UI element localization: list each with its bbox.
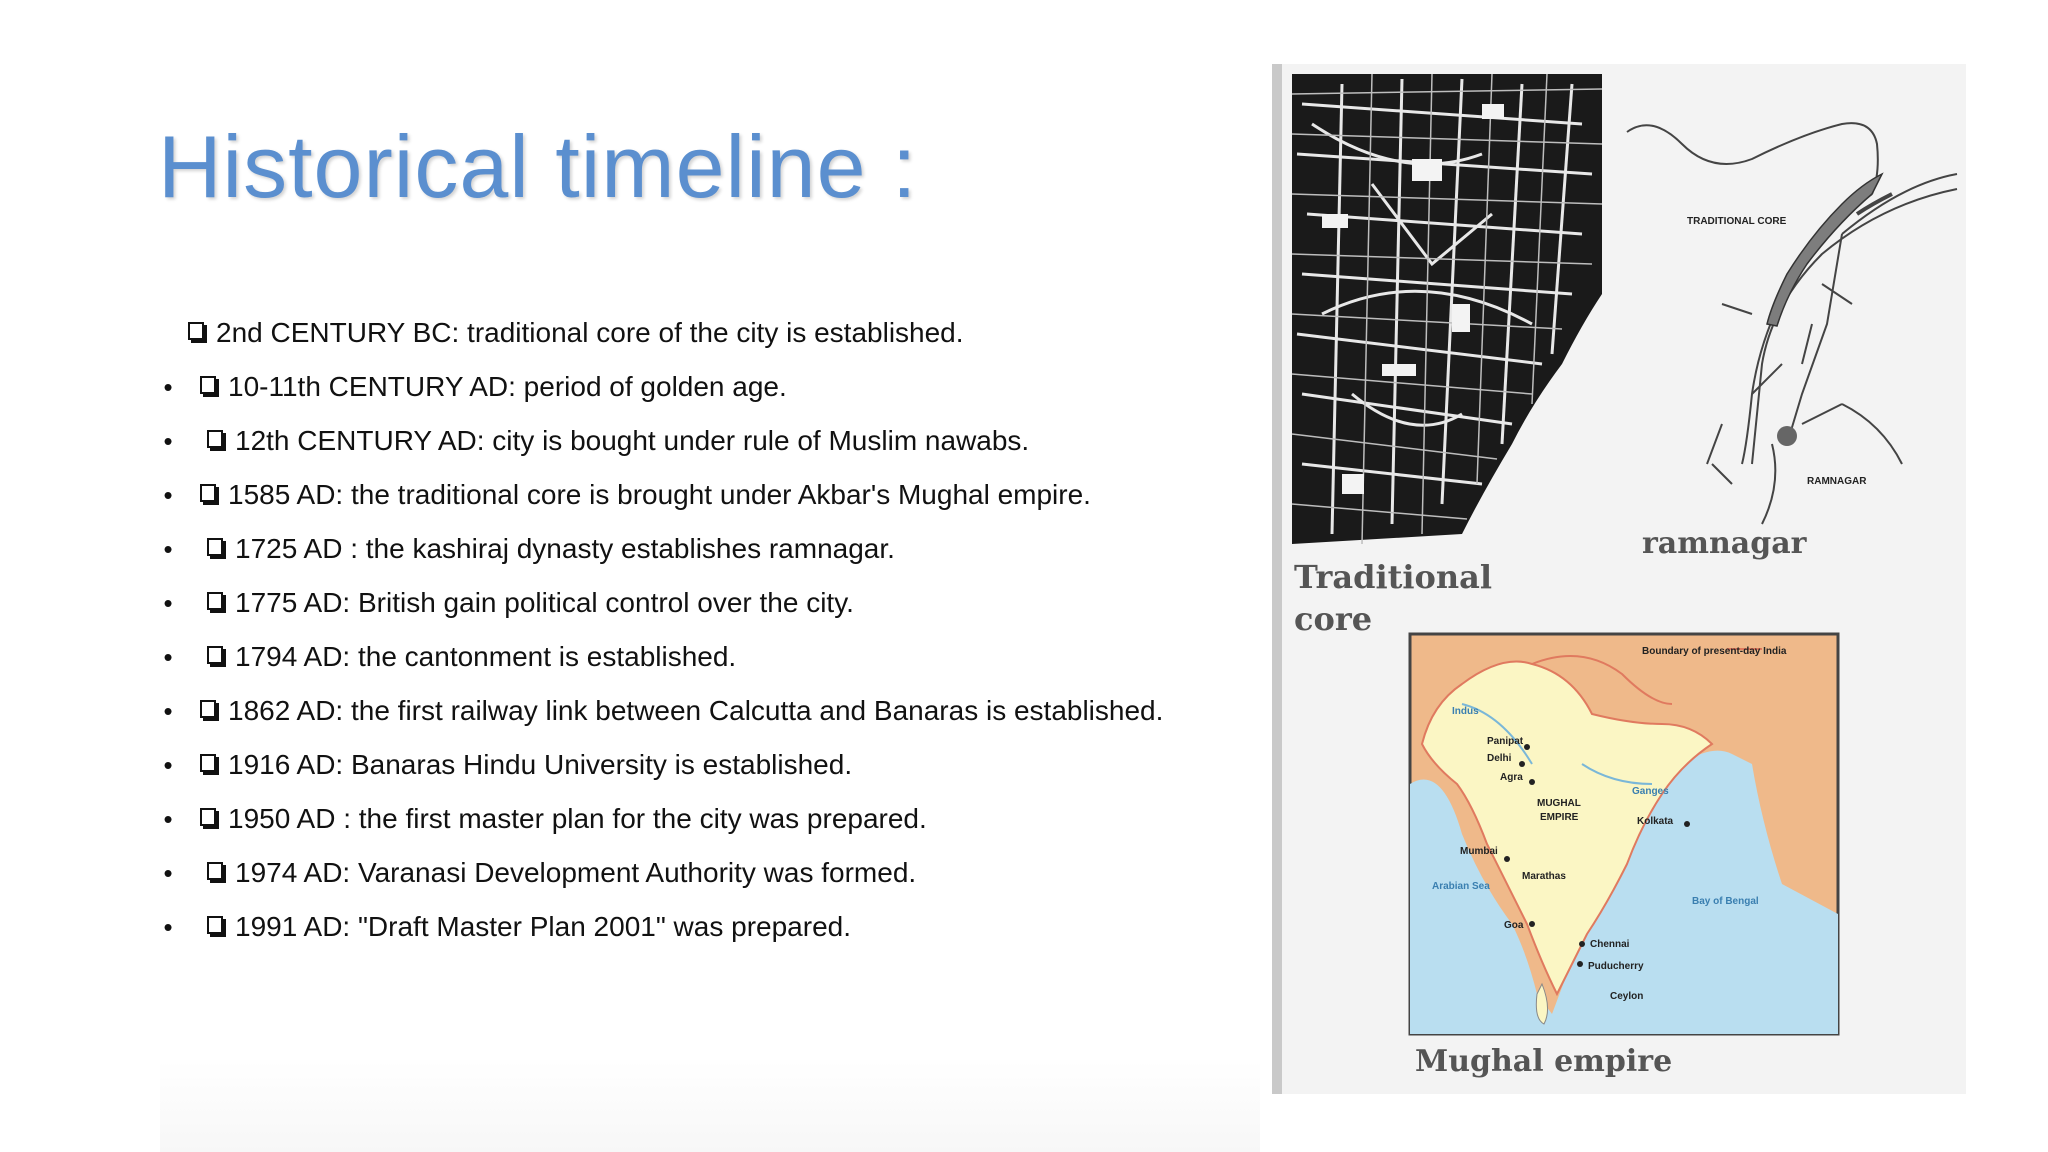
- ramnagar-dot: [1777, 426, 1797, 446]
- bullet-dot: •: [163, 534, 173, 564]
- checkbox-bullet-icon: [207, 592, 223, 610]
- timeline-item: [150, 738, 1230, 792]
- timeline-text: 1916 AD: Banaras Hindu University is established.: [228, 749, 853, 780]
- bay-of-bengal-label: Bay of Bengal: [1692, 896, 1759, 907]
- timeline-text: 1794 AD: the cantonment is established.: [235, 641, 737, 672]
- goa-label: Goa: [1504, 920, 1524, 931]
- bullet-dot: •: [163, 804, 173, 834]
- bullet-dot: •: [163, 858, 173, 888]
- ceylon-label: Ceylon: [1610, 991, 1644, 1002]
- mughal-map: [1410, 634, 1838, 1034]
- bullet-dot: •: [163, 912, 173, 942]
- mughal-label-1: MUGHAL: [1537, 798, 1581, 809]
- timeline-item: [150, 306, 1230, 360]
- timeline-item: [150, 684, 1230, 738]
- timeline-item: [150, 360, 1230, 414]
- caption-traditional-line1: Traditional: [1294, 558, 1493, 596]
- checkbox-bullet-icon: [200, 376, 216, 394]
- timeline-text: 10-11th CENTURY AD: period of golden age.: [228, 371, 787, 402]
- figure-panel: [1272, 64, 1966, 1094]
- timeline-item: [150, 414, 1230, 468]
- bullet-dot: •: [163, 642, 173, 672]
- timeline-item: [150, 792, 1230, 846]
- checkbox-bullet-icon: [200, 484, 216, 502]
- agra-label: Agra: [1500, 772, 1523, 783]
- ganges-label: Ganges: [1632, 786, 1669, 797]
- legend-label: Boundary of present-day India: [1642, 646, 1787, 657]
- timeline-text: 1974 AD: Varanasi Development Authority was formed.: [235, 857, 917, 888]
- timeline-text: 1991 AD: "Draft Master Plan 2001" was prepared.: [235, 911, 851, 942]
- timeline-text: 1725 AD : the kashiraj dynasty establishes ramnagar.: [235, 533, 895, 564]
- bullet-dot: •: [163, 588, 173, 618]
- timeline-text: 1775 AD: British gain political control over the city.: [235, 587, 854, 618]
- timeline-item: [150, 846, 1230, 900]
- checkbox-bullet-icon: [200, 700, 216, 718]
- mumbai-label: Mumbai: [1460, 846, 1498, 857]
- bullet-dot: •: [163, 372, 173, 402]
- marathas-label: Marathas: [1522, 871, 1566, 882]
- mughal-label-2: EMPIRE: [1540, 812, 1579, 823]
- timeline-item: [150, 468, 1230, 522]
- checkbox-bullet-icon: [200, 754, 216, 772]
- trad-core-small-label: TRADITIONAL CORE: [1687, 216, 1787, 227]
- timeline-item: [150, 522, 1230, 576]
- chennai-label: Chennai: [1590, 939, 1630, 950]
- puducherry-label: Puducherry: [1588, 961, 1644, 972]
- panipat-label: Panipat: [1487, 736, 1524, 747]
- delhi-label: Delhi: [1487, 753, 1512, 764]
- timeline-item: [150, 630, 1230, 684]
- checkbox-bullet-icon: [207, 862, 223, 880]
- ramnagar-core-band: [1767, 174, 1882, 326]
- checkbox-bullet-icon: [207, 646, 223, 664]
- timeline-item: [150, 900, 1230, 954]
- checkbox-bullet-icon: [207, 916, 223, 934]
- timeline-text: 1585 AD: the traditional core is brought under Akbar's Mughal empire.: [228, 479, 1091, 510]
- checkbox-bullet-icon: [207, 430, 223, 448]
- checkbox-bullet-icon: [188, 322, 204, 340]
- timeline-item: [150, 576, 1230, 630]
- caption-ramnagar: ramnagar: [1642, 526, 1807, 561]
- caption-mughal-empire: Mughal empire: [1415, 1044, 1673, 1079]
- bullet-dot: •: [163, 426, 173, 456]
- bottom-shade: [160, 1060, 1260, 1152]
- slide-title: Historical timeline :: [158, 117, 918, 216]
- timeline-text: 1862 AD: the first railway link between Calcutta and Banaras is established.: [228, 695, 1164, 726]
- timeline-text: 2nd CENTURY BC: traditional core of the city is established.: [216, 317, 964, 348]
- ramnagar-sketch: [1627, 123, 1957, 524]
- caption-traditional-line2: core: [1294, 600, 1373, 638]
- timeline-list: [150, 306, 1230, 954]
- traditional-core-map: [1292, 74, 1602, 544]
- checkbox-bullet-icon: [207, 538, 223, 556]
- bullet-dot: •: [163, 750, 173, 780]
- arabian-sea-label: Arabian Sea: [1432, 881, 1490, 892]
- bullet-dot: •: [163, 696, 173, 726]
- ramnagar-small-label: RAMNAGAR: [1807, 476, 1867, 487]
- timeline-text: 12th CENTURY AD: city is bought under rule of Muslim nawabs.: [235, 425, 1030, 456]
- indus-label: Indus: [1452, 706, 1479, 717]
- timeline-text: 1950 AD : the first master plan for the city was prepared.: [228, 803, 927, 834]
- bullet-dot: •: [163, 480, 173, 510]
- kolkata-label: Kolkata: [1637, 816, 1674, 827]
- checkbox-bullet-icon: [200, 808, 216, 826]
